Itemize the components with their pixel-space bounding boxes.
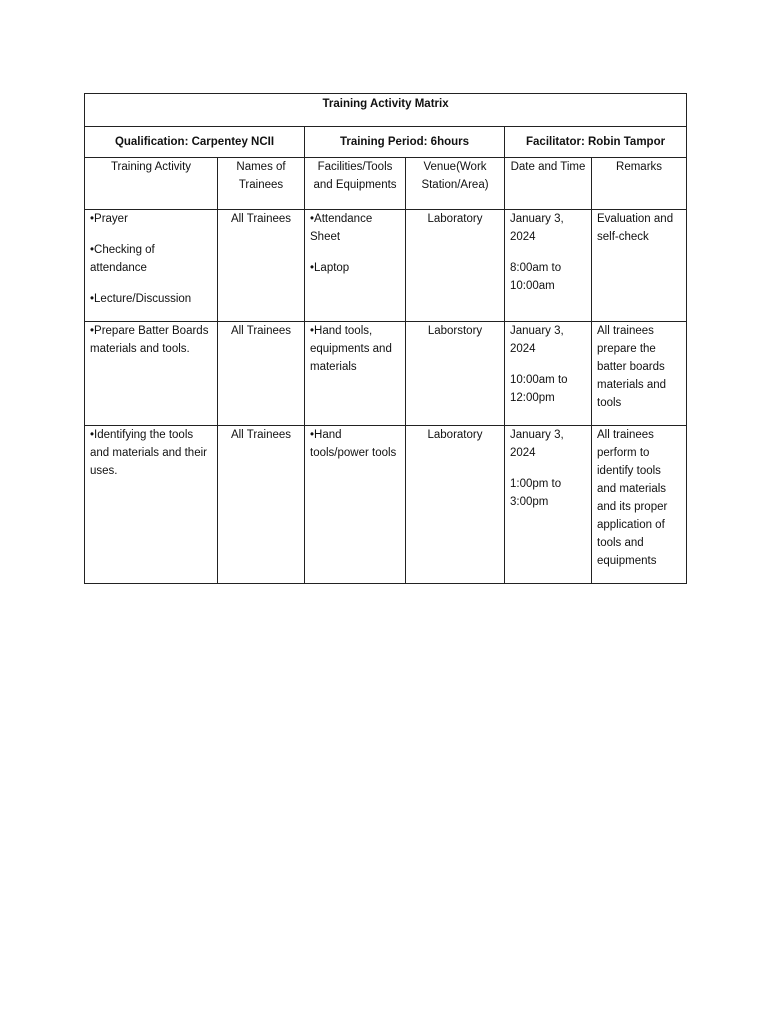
activity-item: •Checking of attendance (90, 244, 155, 274)
table-row (85, 210, 687, 322)
training-activity-matrix (84, 93, 687, 584)
table-row (85, 322, 687, 426)
column-header-date-and-time: Date and Time (505, 158, 592, 210)
date-text: January 3, 2024 (510, 325, 564, 355)
facilities-cell (305, 210, 406, 322)
date-text: January 3, 2024 (510, 429, 564, 459)
facility-item: •Laptop (310, 262, 350, 274)
facility-item: •Hand tools/power tools (310, 429, 397, 459)
activity-item: •Identifying the tools and materials and their uses. (90, 429, 207, 477)
date-text: January 3, 2024 (510, 213, 564, 243)
column-header-remarks: Remarks (592, 158, 687, 210)
date-time-cell (505, 210, 592, 322)
remarks-cell: Evaluation and self-check (592, 210, 687, 322)
matrix-title: Training Activity Matrix (85, 94, 687, 127)
column-header-training-activity: Training Activity (85, 158, 218, 210)
column-header-row (85, 158, 687, 210)
time-text: 1:00pm to 3:00pm (510, 478, 562, 508)
facility-item: •Hand tools, equipments and materials (310, 325, 392, 373)
venue-cell: Laboratory (406, 426, 505, 584)
facilities-cell (305, 426, 406, 584)
trainees-cell: All Trainees (218, 210, 305, 322)
activity-item: •Lecture/Discussion (90, 293, 192, 305)
time-text: 10:00am to 12:00pm (510, 374, 568, 404)
column-header-venue: Venue(Work Station/Area) (406, 158, 505, 210)
table-row (85, 426, 687, 584)
date-time-cell (505, 426, 592, 584)
title-row (85, 94, 687, 127)
header-row (85, 127, 687, 158)
time-text: 8:00am to 10:00am (510, 262, 562, 292)
qualification-label: Qualification: Carpentey NCII (85, 127, 305, 158)
activity-cell (85, 210, 218, 322)
column-header-facilities: Facilities/Tools and Equipments (305, 158, 406, 210)
activity-cell (85, 322, 218, 426)
venue-cell: Laborstory (406, 322, 505, 426)
activity-cell (85, 426, 218, 584)
venue-cell: Laboratory (406, 210, 505, 322)
date-time-cell (505, 322, 592, 426)
remarks-cell: All trainees perform to identify tools and materials and its proper application of tools and equipments (592, 426, 687, 584)
activity-item: •Prepare Batter Boards materials and tools. (90, 325, 209, 355)
trainees-cell: All Trainees (218, 426, 305, 584)
training-period-label: Training Period: 6hours (305, 127, 505, 158)
facilities-cell (305, 322, 406, 426)
facility-item: •Attendance Sheet (310, 213, 373, 243)
facilitator-label: Facilitator: Robin Tampor (505, 127, 687, 158)
activity-item: •Prayer (90, 213, 128, 225)
column-header-names-of-trainees: Names of Trainees (218, 158, 305, 210)
trainees-cell: All Trainees (218, 322, 305, 426)
remarks-cell: All trainees prepare the batter boards materials and tools (592, 322, 687, 426)
